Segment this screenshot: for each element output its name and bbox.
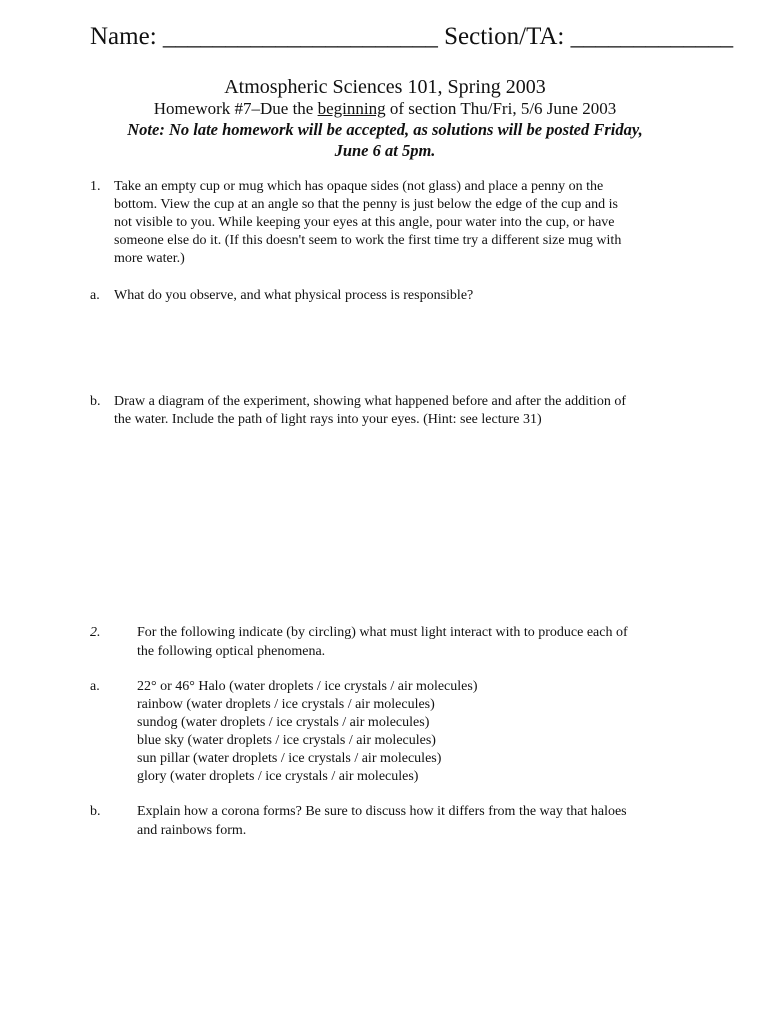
question-1-number: 1.: [90, 179, 101, 194]
question-1b-line: Draw a diagram of the experiment, showing what happened before and after the addition of: [114, 394, 626, 409]
question-2-text: [137, 624, 628, 662]
name-section-header: Name: ______________________ Section/TA: _____________: [90, 23, 734, 50]
question-1b-line: the water. Include the path of light rays into your eyes. (Hint: see lecture 31): [114, 412, 542, 427]
question-1b-label: b.: [90, 394, 101, 409]
question-1b-text: [114, 393, 626, 429]
phenomenon-item: sundog (water droplets / ice crystals / air molecules): [137, 715, 430, 730]
question-1-line: someone else do it. (If this doesn't seem to work the first time try a different size mug with: [114, 233, 622, 248]
document-subtitle: [0, 98, 770, 120]
subtitle-before: Homework #7–Due the: [153, 99, 318, 118]
question-1a-text: What do you observe, and what physical process is responsible?: [114, 288, 474, 303]
question-2-number: 2.: [90, 625, 101, 640]
question-2a-label: a.: [90, 679, 100, 694]
document-title: Atmospheric Sciences 101, Spring 2003: [224, 76, 546, 98]
phenomenon-item: rainbow (water droplets / ice crystals / air molecules): [137, 697, 435, 712]
phenomena-list: [137, 678, 477, 786]
question-2b-line: and rainbows form.: [137, 823, 247, 838]
subtitle-underlined-word: beginning: [317, 99, 386, 118]
question-2b-label: b.: [90, 804, 101, 819]
question-2-line: For the following indicate (by circling) what must light interact with to produce each of: [137, 625, 628, 640]
question-1a-label: a.: [90, 288, 100, 303]
question-2b-line: Explain how a corona forms? Be sure to discuss how it differs from the way that haloes: [137, 804, 627, 819]
note-line-2: June 6 at 5pm.: [334, 141, 436, 160]
question-1-line: Take an empty cup or mug which has opaque sides (not glass) and place a penny on the: [114, 179, 604, 194]
question-1-line: more water.): [114, 251, 185, 266]
note-line-1: Note: No late homework will be accepted, as solutions will be posted Friday,: [127, 120, 643, 139]
phenomenon-item: glory (water droplets / ice crystals / air molecules): [137, 769, 419, 784]
question-1-text: [114, 178, 621, 268]
phenomenon-item: blue sky (water droplets / ice crystals / air molecules): [137, 733, 436, 748]
phenomenon-item: 22° or 46° Halo (water droplets / ice crystals / air molecules): [137, 679, 478, 694]
question-2b-text: [137, 803, 627, 841]
question-2-line: the following optical phenomena.: [137, 644, 326, 659]
phenomenon-item: sun pillar (water droplets / ice crystals / air molecules): [137, 751, 442, 766]
subtitle-after: of section Thu/Fri, 5/6 June 2003: [385, 99, 617, 118]
question-1-line: bottom. View the cup at an angle so that the penny is just below the edge of the cup and is: [114, 197, 618, 212]
question-1-line: not visible to you. While keeping your eyes at this angle, pour water into the cup, or have: [114, 215, 615, 230]
